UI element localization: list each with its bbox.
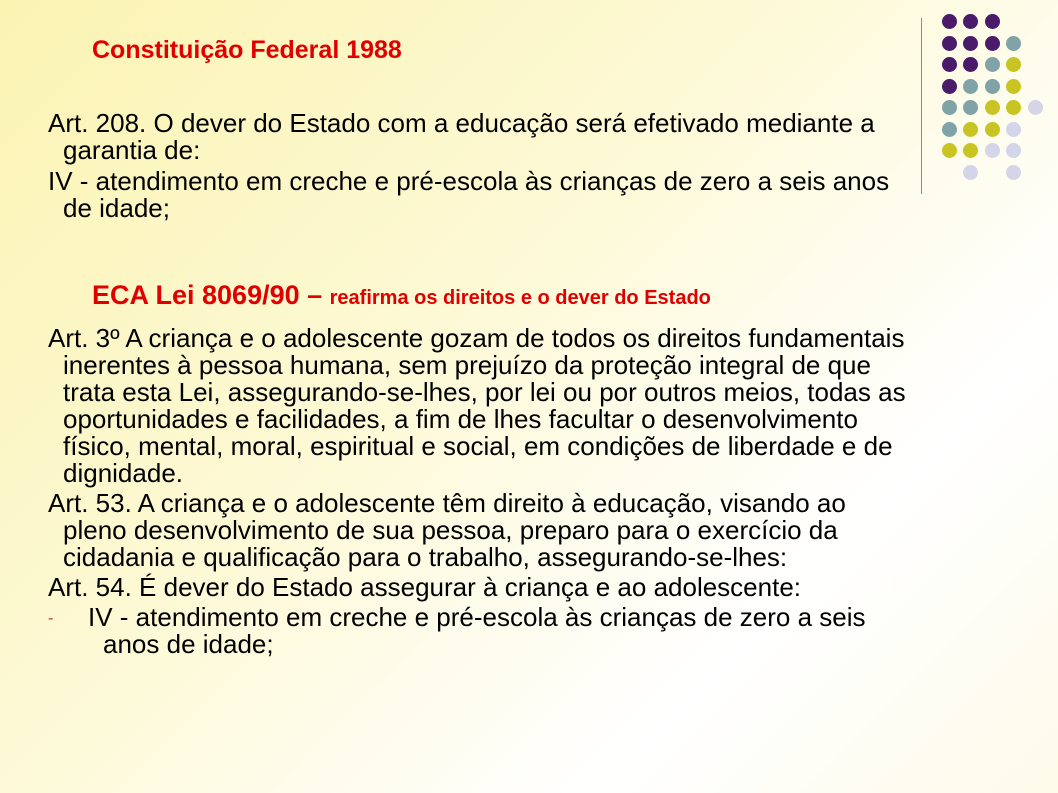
heading-eca-sub: reafirma os direitos e o dever do Estado [329,287,711,309]
decoration-dot [963,100,978,115]
decoration-dot [963,122,978,137]
decoration-dot-grid [920,14,1058,194]
decoration-dot [942,143,957,158]
decoration-dot [1006,143,1021,158]
decoration-dot [942,79,957,94]
decoration-dot [985,14,1000,29]
decoration-dot [985,57,1000,72]
decoration-dot [985,79,1000,94]
art54-item4: IV - atendimento em creche e pré-escola às crianças de zero a seis anos de idade; [88,602,866,659]
decoration-dot [942,100,957,115]
eca-articles [48,325,914,658]
decoration-dot [963,165,978,180]
art208-intro: Art. 208. O dever do Estado com a educação será efetivado mediante a garantia de: [48,108,875,165]
decoration-dot [1006,57,1021,72]
bullet-dash: - [48,610,54,627]
decoration-dot [1006,36,1021,51]
decoration-dot [942,57,957,72]
decoration-dot [985,143,1000,158]
decoration-dot [942,36,957,51]
decoration-dot [1006,122,1021,137]
decoration-dot [985,122,1000,137]
decoration-dot [963,14,978,29]
decoration-dot [942,122,957,137]
decoration-dot [1006,79,1021,94]
decoration-dot [985,100,1000,115]
decoration-dot [1006,100,1021,115]
decoration-dot [963,143,978,158]
decoration-dot [963,79,978,94]
heading-eca-main: ECA Lei 8069/90 – [92,280,330,310]
heading-constituicao: Constituição Federal 1988 [92,36,402,64]
decoration-dot [963,36,978,51]
art208-block [48,110,914,222]
art53-text: Art. 53. A criança e o adolescente têm direito à educação, visando ao pleno desenvolvimento de sua pessoa, preparo para o exercício da cidadania e qualificação para o trabalho, assegurando-se-lhes: [48,488,846,572]
heading-eca [92,280,711,311]
decoration-dot [942,14,957,29]
decoration-dot [963,57,978,72]
art54-intro: Art. 54. É dever do Estado assegurar à criança e ao adolescente: [48,572,802,602]
art3-text: Art. 3º A criança e o adolescente gozam de todos os direitos fundamentais inerentes à pessoa humana, sem prejuízo da proteção integral de que trata esta Lei, assegurando-se-lhes, por lei ou por outros meios, todas as oportunidades e facilidades, a fim de lhes facultar o desenvolvimento físico, mental, moral, espiritual e social, em condições de liberdade e de dignidade. [48,323,906,488]
decoration-dot [1028,100,1043,115]
art208-item4: IV - atendimento em creche e pré-escola às crianças de zero a seis anos de idade; [48,166,890,223]
art54-list-item [48,604,914,658]
decoration-dot [1006,165,1021,180]
decoration-dot [985,36,1000,51]
